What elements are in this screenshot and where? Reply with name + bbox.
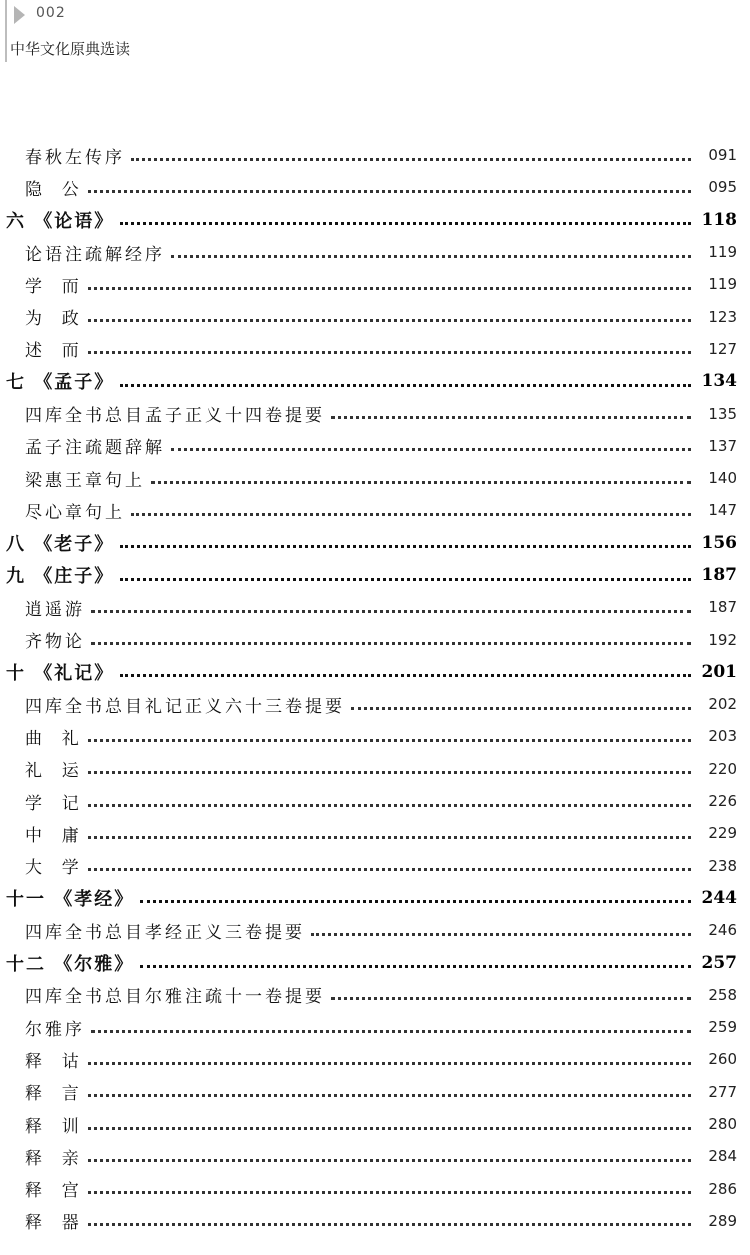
- toc-entry-row[interactable]: [0, 333, 750, 365]
- toc-page-number: 123: [708, 307, 737, 326]
- toc-page-number: 156: [701, 532, 737, 553]
- toc-page-number: 095: [708, 178, 737, 197]
- toc-page-number: 238: [708, 856, 737, 875]
- dot-leader: [88, 287, 691, 290]
- dot-leader: [91, 1030, 691, 1033]
- toc-entry-row[interactable]: [0, 753, 750, 785]
- dot-leader: [88, 190, 691, 193]
- toc-label: 四库全书总目孝经正义三卷提要: [25, 922, 305, 943]
- toc-entry-row[interactable]: [0, 720, 750, 752]
- dot-leader: [140, 965, 691, 968]
- toc-page-number: 137: [708, 436, 737, 455]
- toc-entry-row[interactable]: [0, 914, 750, 946]
- dot-leader: [351, 707, 691, 710]
- dot-leader: [88, 739, 691, 742]
- toc-label: 为 政: [25, 309, 82, 330]
- toc-entry-row[interactable]: [0, 1140, 750, 1172]
- toc-page-number: 260: [708, 1050, 737, 1069]
- toc-entry-row[interactable]: [0, 817, 750, 849]
- toc-page-number: 289: [708, 1211, 737, 1230]
- toc-entry-row[interactable]: [0, 268, 750, 300]
- toc-label: 释 亲: [25, 1148, 82, 1169]
- toc-chapter-row[interactable]: [0, 559, 750, 591]
- toc-label: 梁惠王章句上: [25, 470, 145, 491]
- toc-page-number: 192: [708, 630, 737, 649]
- toc-page-number: 284: [708, 1147, 737, 1166]
- toc-entry-row[interactable]: [0, 623, 750, 655]
- toc-label: 学 记: [25, 793, 82, 814]
- toc-entry-row[interactable]: [0, 785, 750, 817]
- toc-chapter-row[interactable]: [0, 204, 750, 236]
- dot-leader: [131, 158, 691, 161]
- toc-chapter-row[interactable]: [0, 656, 750, 688]
- dot-leader: [311, 933, 691, 936]
- toc-page-number: 220: [708, 759, 737, 778]
- toc-entry-row[interactable]: [0, 591, 750, 623]
- toc-page-number: 258: [708, 985, 737, 1004]
- toc-label: 四库全书总目礼记正义六十三卷提要: [25, 696, 345, 717]
- toc-label: 释 言: [25, 1084, 82, 1105]
- dot-leader: [88, 319, 691, 322]
- toc-entry-row[interactable]: [0, 688, 750, 720]
- toc-chapter-row[interactable]: [0, 527, 750, 559]
- toc-chapter-row[interactable]: [0, 365, 750, 397]
- dot-leader: [91, 642, 691, 645]
- dot-leader: [140, 900, 691, 903]
- toc-label: 大 学: [25, 858, 82, 879]
- toc-entry-row[interactable]: [0, 139, 750, 171]
- toc-label: 礼 运: [25, 761, 82, 782]
- toc-page-number: 246: [708, 921, 737, 940]
- dot-leader: [120, 384, 691, 387]
- toc-label: 齐物论: [25, 632, 85, 653]
- table-of-contents: [0, 139, 750, 1237]
- toc-page-number: 091: [708, 146, 737, 165]
- toc-page-number: 259: [708, 1018, 737, 1037]
- dot-leader: [88, 1223, 691, 1226]
- toc-entry-row[interactable]: [0, 462, 750, 494]
- toc-label: 述 而: [25, 341, 82, 362]
- dot-leader: [88, 771, 691, 774]
- toc-label: 十一 《孝经》: [6, 888, 135, 910]
- toc-label: 释 宫: [25, 1181, 82, 1202]
- toc-page-number: 277: [708, 1082, 737, 1101]
- toc-label: 释 诂: [25, 1051, 82, 1072]
- dot-leader: [88, 1094, 691, 1097]
- page-number: 002: [36, 5, 66, 21]
- toc-label: 尽心章句上: [25, 502, 125, 523]
- dot-leader: [88, 868, 691, 871]
- toc-entry-row[interactable]: [0, 171, 750, 203]
- toc-page-number: 203: [708, 727, 737, 746]
- toc-entry-row[interactable]: [0, 1043, 750, 1075]
- toc-page-number: 119: [708, 243, 737, 262]
- dot-leader: [171, 448, 691, 451]
- toc-page-number: 257: [701, 952, 737, 973]
- toc-page-number: 118: [701, 209, 737, 230]
- toc-label: 六 《论语》: [6, 210, 115, 232]
- toc-entry-row[interactable]: [0, 979, 750, 1011]
- toc-entry-row[interactable]: [0, 430, 750, 462]
- toc-entry-row[interactable]: [0, 397, 750, 429]
- toc-label: 曲 礼: [25, 728, 82, 749]
- dot-leader: [88, 836, 691, 839]
- toc-entry-row[interactable]: [0, 494, 750, 526]
- toc-page-number: 140: [708, 469, 737, 488]
- dot-leader: [88, 1127, 691, 1130]
- dot-leader: [88, 351, 691, 354]
- dot-leader: [331, 997, 691, 1000]
- toc-page-number: 187: [701, 565, 737, 585]
- toc-label: 十 《礼记》: [6, 662, 115, 684]
- dot-leader: [120, 578, 691, 581]
- toc-label: 孟子注疏题辞解: [25, 438, 165, 459]
- toc-label: 八 《老子》: [6, 533, 115, 555]
- dot-leader: [120, 545, 691, 548]
- toc-page-number: 229: [708, 824, 737, 843]
- toc-label: 四库全书总目尔雅注疏十一卷提要: [25, 987, 325, 1008]
- dot-leader: [88, 1159, 691, 1162]
- header-bar: [5, 0, 7, 62]
- toc-page-number: 147: [708, 501, 737, 520]
- toc-entry-row[interactable]: [0, 1108, 750, 1140]
- toc-label: 中 庸: [25, 825, 82, 846]
- toc-label: 隐 公: [25, 179, 82, 200]
- toc-page-number: 244: [701, 887, 737, 908]
- dot-leader: [88, 1062, 691, 1065]
- toc-label: 四库全书总目孟子正义十四卷提要: [25, 406, 325, 427]
- toc-label: 春秋左传序: [25, 147, 125, 168]
- toc-entry-row[interactable]: [0, 1173, 750, 1205]
- toc-label: 学 而: [25, 276, 82, 297]
- toc-label: 十二 《尔雅》: [6, 953, 135, 975]
- toc-chapter-row[interactable]: [0, 946, 750, 978]
- toc-page-number: 135: [708, 404, 737, 423]
- dot-leader: [331, 416, 691, 419]
- dot-leader: [120, 674, 691, 677]
- toc-label: 释 器: [25, 1213, 82, 1234]
- toc-page-number: 187: [708, 598, 737, 617]
- toc-page-number: 127: [708, 339, 737, 358]
- dot-leader: [120, 222, 691, 225]
- toc-entry-row[interactable]: [0, 1076, 750, 1108]
- toc-chapter-row[interactable]: [0, 882, 750, 914]
- toc-label: 七 《孟子》: [6, 372, 115, 394]
- toc-entry-row[interactable]: [0, 850, 750, 882]
- toc-page-number: 201: [701, 661, 737, 682]
- toc-page-number: 286: [708, 1179, 737, 1198]
- toc-entry-row[interactable]: [0, 236, 750, 268]
- book-title: 中华文化原典选读: [10, 40, 131, 58]
- toc-label: 九 《庄子》: [6, 566, 115, 587]
- toc-entry-row[interactable]: [0, 300, 750, 332]
- toc-page-number: 280: [708, 1115, 737, 1134]
- toc-entry-row[interactable]: [0, 1011, 750, 1043]
- toc-label: 释 训: [25, 1116, 82, 1137]
- page-marker-icon: [14, 6, 25, 24]
- toc-entry-row[interactable]: [0, 1205, 750, 1237]
- toc-label: 逍遥游: [25, 599, 85, 620]
- dot-leader: [131, 513, 691, 516]
- dot-leader: [88, 1191, 691, 1194]
- toc-page-number: 226: [708, 792, 737, 811]
- toc-label: 论语注疏解经序: [25, 244, 165, 265]
- toc-page-number: 202: [708, 695, 737, 714]
- dot-leader: [171, 255, 691, 258]
- toc-label: 尔雅序: [25, 1019, 85, 1040]
- dot-leader: [91, 610, 691, 613]
- toc-page-number: 134: [701, 371, 737, 392]
- dot-leader: [151, 481, 691, 484]
- dot-leader: [88, 804, 691, 807]
- toc-page-number: 119: [708, 275, 737, 294]
